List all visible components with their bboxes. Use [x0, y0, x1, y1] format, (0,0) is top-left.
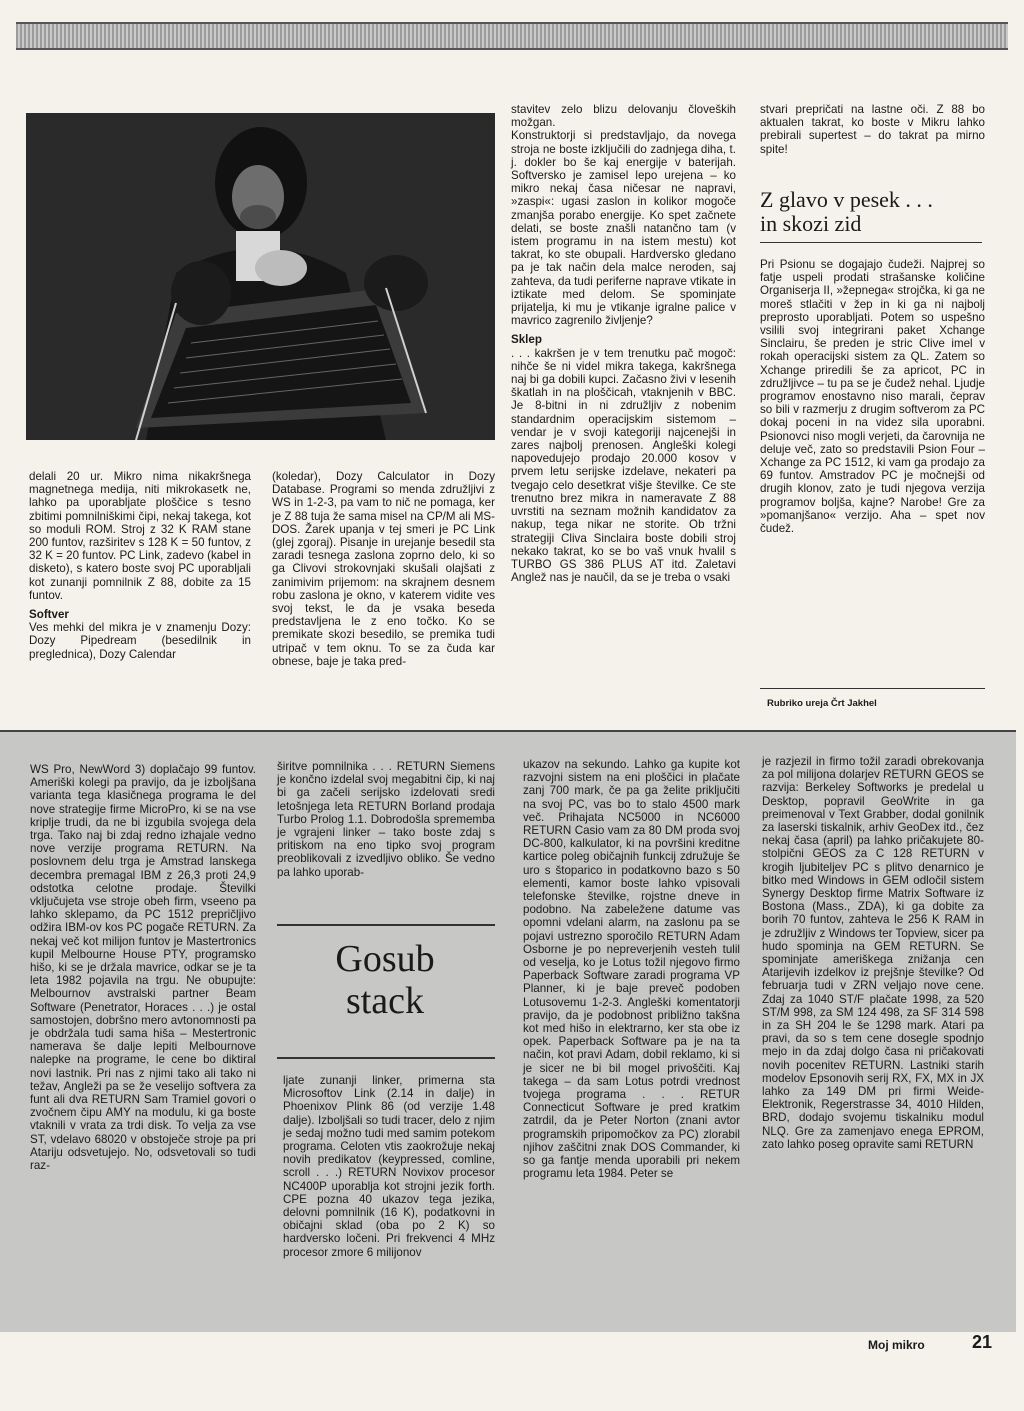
heading-rule	[760, 242, 982, 243]
news-column-4	[762, 755, 984, 1151]
article-column-4-top	[760, 103, 985, 156]
paragraph: stvari prepričati na lastne oči. Z 88 bo aktualen takrat, ko boste v Mikru lahko prebirali supertest – do takrat pa mirno spite!	[760, 103, 985, 156]
news-column-2-top	[277, 760, 495, 879]
paragraph: . . . kakršen je v tem trenutku pač mogoč: nihče še ni videl mikra takega, kakršnega naj bi ga dobili kupci. Začasno živi v lesenih škatlah in na ploščicah, vtaknjenih v BBC. Je 8-bitni in ni združljiv z nobenim standardnim operacijskim sistemom – vendar je v svoji kategoriji najcenejši in zares najbolj prenosen. Angleški kolegi napovedujejo prodajo 20.000 kosov v prvem letu serijske izdelave, nekateri pa tvegajo celo desetkrat višje številke. Ce ste trenutno brez mikra in nameravate Z 88 uvrstiti na seznam možnih kandidatov za nakup, tega nikar ne storite. Ob tržni strategiji Cliva Sinclaira boste dobili stroj nekako takrat, ko se bo vaš vnuk hvalil s TURBO GS 386 PLUS AT itd. Zaletavi Anglež nas je naučil, da se je treba o vsaki	[511, 346, 736, 585]
subheading-softver: Softver	[29, 608, 69, 622]
paragraph: ljate zunanji linker, primerna sta Microsoftov Link (2.14 in dalje) in Phoenixov Plink 86 (od verzije 1.48 dalje). Izboljšali so tudi tracer, delo z njim je sedaj možno tudi med samim potekom programa. Celoten vtis zaokrožuje nekaj novih predikatov (keypressed, comline, scroll . . .) RETURN Novixov procesor NC400P uporablja kot strojni jezik forth. CPE pozna 40 ukazov tega jezika, delovni pomnilnik (16 K), podatkovni in običajni sklad (oba po 2 K) so hardversko ločeni. Pri frekvenci 4 MHz procesor zmore 6 milijonov	[283, 1074, 495, 1259]
article-column-4-bottom	[760, 258, 985, 535]
paragraph: delali 20 ur. Mikro nima nikakršnega magnetnega medija, niti mikrokasetk ne, lahko pa uporabljate ploščice s tesno zbitimi pomnilniškimi čipi, nekaj takega, kot so moduli ROM. Stroj z 32 K RAM stane 200 funtov, razširitev s 128 K = 50 funtov, z 32 K = 20 funtov. PC Link, zadevo (kabel in disketo), s katero boste svoj PC uporabljali kot zunanji pomnilnik Z 88, dobite za 15 funtov.	[29, 470, 251, 602]
page-number: 21	[972, 1332, 993, 1352]
heading-line: in skozi zid	[760, 211, 862, 236]
paragraph: širitve pomnilnika . . . RETURN Siemens je končno izdelal svoj megabitni čip, ki naj bi ga začeli serijsko izdelovati sredi letošnjega leta RETURN Borland prodaja Turbo Prolog 1.1. Dobrodošla sprememba je vgrajeni linker – tako boste zdaj s pritiskom na eno tipko svoj program preoblikovali z izvedljivo obliko. Še vedno pa lahko uporab-	[277, 760, 495, 879]
article-column-3	[511, 103, 736, 584]
top-decorative-bar	[16, 22, 1008, 50]
gosub-rule-bottom	[277, 1057, 495, 1059]
article-column-2	[272, 470, 495, 668]
title-line: stack	[345, 980, 425, 1022]
news-column-1	[30, 763, 256, 1172]
paragraph: (koledar), Dozy Calculator in Dozy Database. Programi so menda združljivi z WS in 1-2-3, pa vam to nič ne pomaga, ker je Z 88 tuja že sama misel na CP/M ali MS-DOS. Žarek upanja v tej smeri je PC Link (glej zgoraj). Pisanje in urejanje besedil sta zaradi tesnega zaslona zoprno delo, ki so ga Clivovi strokovnjaki skušali olajšati z zanimivim prijemom: na skrajnem desnem robu zaslona je okno, v katerem vidite ves svoj tekst, le da je vsaka beseda predstavljena le z eno točko. Ko se premikate skozi besedilo, se premika tudi utripač v tem oknu. To se za čuda kar obnese, baje je taka pred-	[272, 470, 495, 668]
paragraph: ukazov na sekundo. Lahko ga kupite kot razvojni sistem na eni ploščici in plačate zanj 700 mark, če pa ga želite priključiti na svoj PC, vas bo to stalo 4500 mark več. Prihajata NC5000 in NC6000 RETURN Casio vam za 80 DM proda svoj DC-800, kalkulator, ki na površini kreditne kartice poleg običajnih funkcij združuje še uro s štoparico in podatkovno bazo s 50 elementi, kamor boste lahko vpisovali telefonske številke, rojstne dneve in podobno. Na zabeležene datume vas opomni vdelani alarm, na zaslonu pa se pojavi ustrezno sporočilo RETURN Adam Osborne je po nepreverjenih vesteh tulil od veselja, ko je Lotus tožil njegovo firmo Paperback Software zaradi programa VP Planner, ki je baje preveč podoben Lotusovemu 1-2-3. Angleški komentatorji pravijo, da je podobnost približno takšna kot med hišo in elektrarno, ker sta obe iz opek. Paperback Software pa je na ta način, kot pravi Adam, dobil reklamo, ki si je sicer ne bi bil mogel privoščiti. Kaj takega – da sam Lotus potrdi vrednost tvojega programa . . . RETUR Connecticut Software je pred kratkim zatrdil, da je Peter Norton (znani avtor programskih pripomočkov za PC) zlorabil njihov zaščitni znak DOS Commander, ki so ga fantje menda uporabili pri nekem programu leta 1984. Peter se	[523, 758, 740, 1181]
section-heading	[760, 188, 985, 236]
paragraph: Pri Psionu se dogajajo čudeži. Najprej so fatje uspeli prodati strašanske količine Organiserja II, »žepnega« strojčka, ki ga ne moreš stlačiti v žep in ki ga ni najbolj preprosto uporabljati. Potem so uspešno vsilili svoj integrirani paket Xchange Sinclairu, še preden je stric Clive imel v rokah operacijski sistem za QL. Zatem so Xchange priredili še za apricot, PC in združljivce – tu pa se je čudež nehal. Ljudje programov enostavno niso marali, čeprav so bili v razmerju z drugim softverom za PC dokaj poceni in na videz sila uporabni. Psionovci niso mogli verjeti, da čarovnija ne deluje več, zato so predstavili Psion Four – Xchange za PC 1512, ki vam ga prodajo za 69 funtov. Amstradov PC je močnejši od drugih klonov, zato je tudi njegova verzija programov boljša, kajne? Narobe! Gre za »pomanjšano« verzijo. Aha – spet nov čudež.	[760, 258, 985, 536]
news-column-3	[523, 758, 740, 1181]
paragraph: je razjezil in firmo tožil zaradi obrekovanja za pol milijona dolarjev RETURN GEOS se razvija: Berkeley Softworks je predelal u Desktop, popravil GeoWrite in ga preimenoval v Text Grabber, dodal gonilnik za laserski tiskalnik, arhiv GeoDex itd., čez nekaj časa (april) pa lahko pričakujete 80-stolpični GEOS za C 128 RETURN v krogih ljubiteljev PC s plitvo denarnico je bitko med Windows in GEM odločil sistem Synergy Desktop firme Matrix Software iz Bostona (Mass., ZDA), ki ga dobite za borih 70 funtov, zahteva le 256 K RAM in je združljiv z Windows ter Topview, sicer pa hudo spominja na GEM RETURN. Se spominjate ameriškega znižanja cen Atarijevih izdelkov iz prejšnje številke? Od februarja tudi v ZRN veljajo nove cene. Zdaj za 1040 ST/F plačate 1998, za 520 ST/M 998, za SM 124 498, za SF 314 598 in za SH 204 le še 1298 mark. Atari pa pravi, da so s tem cene dosegle spodnjo mejo in da zdaj dolgo časa ni pričakovati novih pocenitev RETURN. Lastniki starih modelov Epsonovih serij RX, FX, MX in JX lahko za 149 DM pri firmi Weide-Elektronik, Regerstrasse 34, 4010 Hilden, BRD, dodajo svojemu tiskalniku modul NLQ. Gre za zamenjavo enega EPROM, zato lahko poseg opravite sami RETURN	[762, 755, 984, 1151]
news-column-2-bottom	[283, 1074, 495, 1259]
paragraph: Ves mehki del mikra je v znamenju Dozy: Dozy Pipedream (besedilnik in preglednica), Dozy Calendar	[29, 621, 251, 661]
paragraph: Konstruktorji si predstavljajo, da novega stroja ne boste izključili do zadnjega diha, t. j. dokler bo še kaj energije v baterijah. Softversko je zamisel lepo urejena – ko mikro nekaj časa ničesar ne napravi, »zaspi«: ugasi zaslon in kolikor mogoče zmanjša porabo energije. Ko spet začnete delati, se boste znašli natančno tam (v istem programu in na istem mestu) kot takrat, ko ste obupali. Hardversko gledano pa je tak način dela malce neroden, saj zahteva, da tudi periferne naprave vtikate in iztikate med delom. Se spominjate prijatelja, ki mu je vtikanje igralne palice v mavrico zagrenilo življenje?	[511, 129, 736, 328]
heading-line: Z glavo v pesek . . .	[760, 187, 933, 212]
title-line: Gosub	[335, 938, 435, 980]
article-column-1	[29, 470, 251, 661]
photo-chimpanzee-z88	[26, 113, 495, 440]
paragraph: WS Pro, NewWord 3) doplačajo 99 funtov. Ameriški kolegi pa pravijo, da je izboljšana varianta tega klasičnega programa le del nove strategije firme MicroPro, ki se na vse kriplje trudi, da ne bi izgubila svojega dela trga. Tako naj bi zdaj redno izhajale vedno nove verzije programa RETURN. Na poslovnem delu trga je Amstrad lanskega decembra premagal IBM z 26,3 proti 24,9 odstotka celotne prodaje. Številki vključujeta vse stroje obeh firm, vseeno pa lahko sklepamo, da PC 1512 prepričljivo odžira IBM-ov kos PC pogače RETURN. Za nekaj več kot milijon funtov je Mastertronics kupil Melbourne House PTY, programsko hišo, ki se je držala mavrice, odkar se je ta leta 1982 pojavila na trgu. Ne obupujte: Melbournov avstralski partner Beam Software (Penetrator, Horaces . . .) je ostal samostojen, dobršno mero avtonomnosti pa je obdržala tudi sama hiša – Mestertronic namerava še dalje lepiti Melbournove nalepke na programe, le cene bo diktiral novi lastnik. Pri nas z njimi tako ali tako ni težav, Angleži pa se že veselijo softvera za funt ali dva RETURN Sam Tramiel govori o zvočnem čipu AMY na modulu, ki ga boste vtaknili v vrata za trdi disk. To velja za vse ST, vdelavo 68020 v obstoječe stroje pa pri Atariju odsvetujejo. No, odsvetovali so tudi raz-	[30, 763, 256, 1173]
magazine-name: Moj mikro	[868, 1338, 925, 1352]
credit-rule	[760, 688, 985, 689]
gosub-rule-top	[277, 924, 495, 926]
section-credit: Rubriko ureja Črt Jakhel	[767, 698, 877, 709]
paragraph: stavitev zelo blizu delovanju človeških možgan.	[511, 103, 736, 130]
gosub-stack-title	[285, 938, 485, 1022]
subheading-sklep: Sklep	[511, 333, 542, 347]
